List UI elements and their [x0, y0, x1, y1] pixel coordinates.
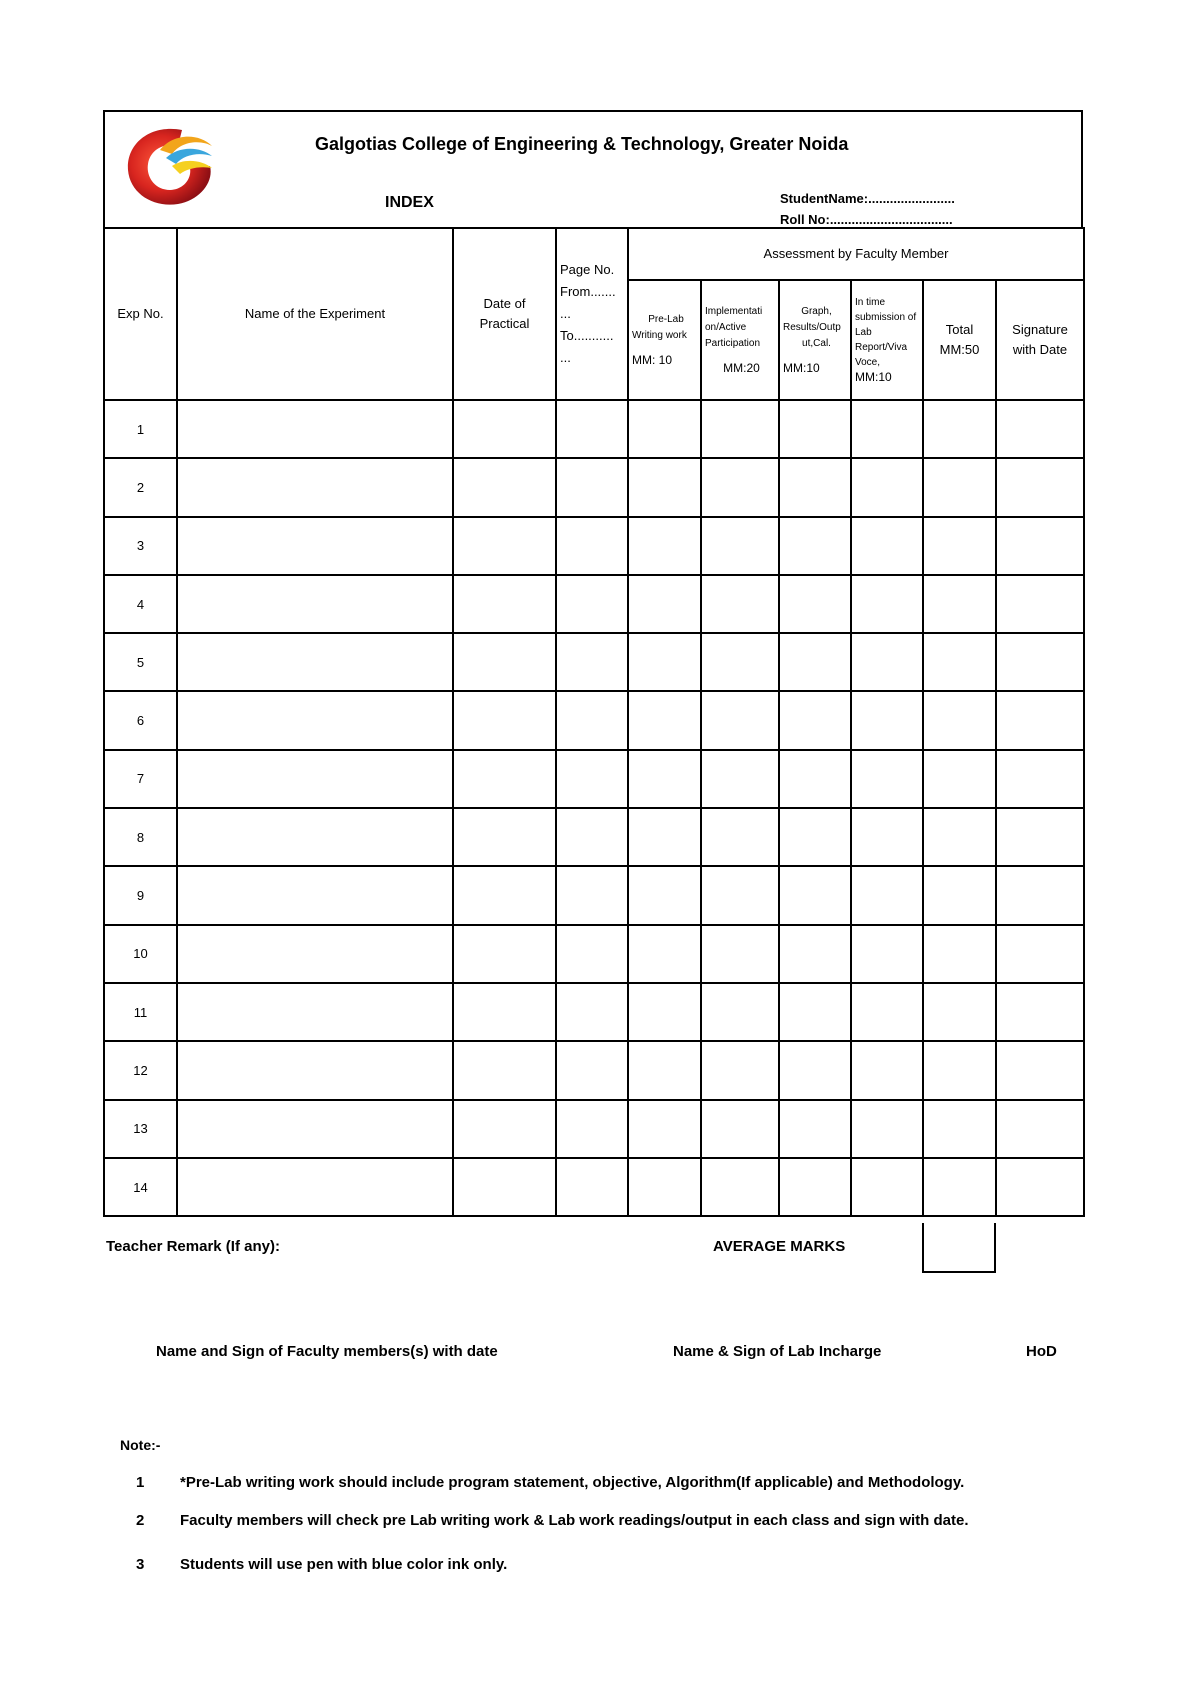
signature-cell[interactable]	[996, 1158, 1084, 1216]
prelab-cell[interactable]	[628, 808, 701, 866]
page-no-cell[interactable]	[556, 1041, 628, 1099]
signature-cell[interactable]	[996, 691, 1084, 749]
table-row	[104, 691, 1084, 749]
implementation-cell[interactable]	[701, 1158, 779, 1216]
experiment-name-cell[interactable]	[177, 750, 453, 808]
total-cell[interactable]	[923, 575, 996, 633]
graph-mm: MM:10	[783, 361, 820, 375]
graph-cell[interactable]	[779, 1100, 851, 1158]
implementation-cell[interactable]	[701, 400, 779, 458]
impl-mm: MM:20	[723, 361, 760, 375]
exp-no-cell: 13	[104, 1100, 177, 1158]
graph-cell[interactable]	[779, 458, 851, 516]
graph-line: ut,Cal.	[802, 338, 831, 349]
signature-line: with Date	[1012, 342, 1068, 357]
exp-no-cell: 12	[104, 1041, 177, 1099]
implementation-cell[interactable]	[701, 517, 779, 575]
date-cell[interactable]	[453, 400, 556, 458]
in-time-cell[interactable]	[851, 1158, 923, 1216]
page-no-cell[interactable]	[556, 575, 628, 633]
total-cell[interactable]	[923, 458, 996, 516]
total-cell[interactable]	[923, 633, 996, 691]
prelab-line: Pre-Lab	[648, 314, 684, 325]
exp-no-cell: 2	[104, 458, 177, 516]
average-marks-box[interactable]	[922, 1223, 996, 1273]
col-prelab	[628, 280, 701, 400]
student-name-field: StudentName:........................	[780, 191, 955, 206]
page-line: To...........	[560, 328, 614, 343]
exp-no-cell: 3	[104, 517, 177, 575]
exp-no-cell: 10	[104, 925, 177, 983]
date-cell[interactable]	[453, 1041, 556, 1099]
total-cell[interactable]	[923, 866, 996, 924]
signature-cell[interactable]	[996, 808, 1084, 866]
date-cell[interactable]	[453, 517, 556, 575]
total-cell[interactable]	[923, 925, 996, 983]
faculty-signature-label: Name and Sign of Faculty members(s) with date	[156, 1343, 498, 1360]
note-text: Faculty members will check pre Lab writing work & Lab work readings/output in each class and sign with date.	[180, 1512, 969, 1529]
prelab-cell[interactable]	[628, 517, 701, 575]
prelab-mm: MM: 10	[632, 353, 673, 367]
col-in-time	[851, 280, 923, 400]
page-line: From.......	[560, 284, 616, 299]
table-row	[104, 1158, 1084, 1216]
col-implementation	[701, 280, 779, 400]
prelab-cell[interactable]	[628, 575, 701, 633]
exp-no-cell: 1	[104, 400, 177, 458]
table-row	[104, 866, 1084, 924]
impl-line: Participation	[705, 338, 761, 349]
total-line: MM:50	[939, 342, 980, 357]
col-date-line1: Date of	[483, 296, 526, 311]
page-no-cell[interactable]	[556, 633, 628, 691]
signature-cell[interactable]	[996, 517, 1084, 575]
intime-line: Voce,	[855, 357, 881, 368]
exp-no-cell: 6	[104, 691, 177, 749]
college-logo	[120, 120, 220, 210]
implementation-cell[interactable]	[701, 1041, 779, 1099]
total-cell[interactable]	[923, 1158, 996, 1216]
student-info	[780, 188, 955, 230]
index-table	[103, 227, 1085, 1217]
prelab-cell[interactable]	[628, 983, 701, 1041]
graph-cell[interactable]	[779, 517, 851, 575]
prelab-cell[interactable]	[628, 691, 701, 749]
table-row	[104, 517, 1084, 575]
implementation-cell[interactable]	[701, 575, 779, 633]
graph-cell[interactable]	[779, 1041, 851, 1099]
prelab-cell[interactable]	[628, 750, 701, 808]
in-time-cell[interactable]	[851, 925, 923, 983]
in-time-cell[interactable]	[851, 983, 923, 1041]
implementation-cell[interactable]	[701, 866, 779, 924]
experiment-name-cell[interactable]	[177, 691, 453, 749]
page-no-cell[interactable]	[556, 400, 628, 458]
impl-line: Implementati	[705, 306, 763, 317]
experiment-name-cell[interactable]	[177, 517, 453, 575]
note-text: *Pre-Lab writing work should include program statement, objective, Algorithm(If applicable) and Methodology.	[180, 1474, 965, 1491]
lab-incharge-signature-label: Name & Sign of Lab Incharge	[673, 1343, 882, 1360]
in-time-cell[interactable]	[851, 808, 923, 866]
table-row	[104, 1100, 1084, 1158]
experiment-name-cell[interactable]	[177, 866, 453, 924]
roll-no-field: Roll No:..................................	[780, 212, 953, 227]
total-cell[interactable]	[923, 983, 996, 1041]
index-title: INDEX	[385, 194, 434, 211]
prelab-cell[interactable]	[628, 1100, 701, 1158]
signature-cell[interactable]	[996, 633, 1084, 691]
col-date	[453, 228, 556, 400]
experiment-name-cell[interactable]	[177, 633, 453, 691]
experiment-name-cell[interactable]	[177, 458, 453, 516]
implementation-cell[interactable]	[701, 925, 779, 983]
prelab-line: Writing work	[632, 330, 687, 341]
date-cell[interactable]	[453, 750, 556, 808]
total-cell[interactable]	[923, 808, 996, 866]
graph-cell[interactable]	[779, 808, 851, 866]
total-cell[interactable]	[923, 1041, 996, 1099]
prelab-cell[interactable]	[628, 866, 701, 924]
experiment-name-cell[interactable]	[177, 1041, 453, 1099]
graph-cell[interactable]	[779, 750, 851, 808]
page-no-cell[interactable]	[556, 866, 628, 924]
graph-cell[interactable]	[779, 866, 851, 924]
in-time-cell[interactable]	[851, 400, 923, 458]
exp-no-cell: 7	[104, 750, 177, 808]
exp-no-cell: 4	[104, 575, 177, 633]
note-text: Students will use pen with blue color ink only.	[180, 1556, 508, 1573]
page-no-cell[interactable]	[556, 1100, 628, 1158]
col-page-no	[556, 228, 628, 400]
table-row	[104, 400, 1084, 458]
implementation-cell[interactable]	[701, 458, 779, 516]
implementation-cell[interactable]	[701, 691, 779, 749]
total-cell[interactable]	[923, 1100, 996, 1158]
table-row	[104, 983, 1084, 1041]
page-no-cell[interactable]	[556, 925, 628, 983]
col-assessment: Assessment by Faculty Member	[628, 228, 1084, 280]
table-row	[104, 633, 1084, 691]
intime-line: Report/Viva	[855, 342, 908, 353]
col-date-line2: Practical	[479, 316, 530, 331]
experiment-name-cell[interactable]	[177, 1100, 453, 1158]
experiment-name-cell[interactable]	[177, 575, 453, 633]
date-cell[interactable]	[453, 575, 556, 633]
date-cell[interactable]	[453, 983, 556, 1041]
signature-cell[interactable]	[996, 750, 1084, 808]
total-cell[interactable]	[923, 750, 996, 808]
page-line: ...	[560, 306, 571, 321]
prelab-cell[interactable]	[628, 458, 701, 516]
page-no-cell[interactable]	[556, 517, 628, 575]
signature-cell[interactable]	[996, 925, 1084, 983]
prelab-cell[interactable]	[628, 1041, 701, 1099]
total-cell[interactable]	[923, 517, 996, 575]
prelab-cell[interactable]	[628, 400, 701, 458]
in-time-cell[interactable]	[851, 1100, 923, 1158]
page-no-cell[interactable]	[556, 983, 628, 1041]
implementation-cell[interactable]	[701, 808, 779, 866]
date-cell[interactable]	[453, 1158, 556, 1216]
college-name: Galgotias College of Engineering & Technology, Greater Noida	[315, 134, 849, 154]
page-no-cell[interactable]	[556, 750, 628, 808]
exp-no-cell: 11	[104, 983, 177, 1041]
date-cell[interactable]	[453, 1100, 556, 1158]
page-no-cell[interactable]	[556, 808, 628, 866]
in-time-cell[interactable]	[851, 1041, 923, 1099]
intime-line: In time	[855, 297, 886, 308]
implementation-cell[interactable]	[701, 750, 779, 808]
impl-line: on/Active	[705, 322, 747, 333]
experiment-name-cell[interactable]	[177, 983, 453, 1041]
exp-no-cell: 14	[104, 1158, 177, 1216]
signature-cell[interactable]	[996, 1100, 1084, 1158]
signature-line: Signature	[1012, 322, 1068, 337]
implementation-cell[interactable]	[701, 1100, 779, 1158]
in-time-cell[interactable]	[851, 517, 923, 575]
date-cell[interactable]	[453, 633, 556, 691]
in-time-cell[interactable]	[851, 575, 923, 633]
col-total	[923, 280, 996, 400]
experiment-name-cell[interactable]	[177, 1158, 453, 1216]
in-time-cell[interactable]	[851, 691, 923, 749]
page-line: Page No.	[560, 262, 615, 277]
page-no-cell[interactable]	[556, 458, 628, 516]
graph-cell[interactable]	[779, 925, 851, 983]
hod-signature-label: HoD	[1026, 1343, 1057, 1360]
total-cell[interactable]	[923, 691, 996, 749]
date-cell[interactable]	[453, 866, 556, 924]
implementation-cell[interactable]	[701, 633, 779, 691]
total-cell[interactable]	[923, 400, 996, 458]
experiment-name-cell[interactable]	[177, 400, 453, 458]
prelab-cell[interactable]	[628, 925, 701, 983]
date-cell[interactable]	[453, 691, 556, 749]
date-cell[interactable]	[453, 458, 556, 516]
graph-cell[interactable]	[779, 983, 851, 1041]
table-row	[104, 1041, 1084, 1099]
notes-heading: Note:-	[120, 1437, 161, 1453]
signature-cell[interactable]	[996, 1041, 1084, 1099]
intime-line: Lab	[855, 327, 872, 338]
experiment-name-cell[interactable]	[177, 925, 453, 983]
graph-cell[interactable]	[779, 691, 851, 749]
col-exp-no: Exp No.	[104, 228, 177, 400]
intime-line: submission of	[855, 312, 917, 323]
graph-cell[interactable]	[779, 633, 851, 691]
date-cell[interactable]	[453, 808, 556, 866]
in-time-cell[interactable]	[851, 866, 923, 924]
table-row	[104, 458, 1084, 516]
exp-no-cell: 8	[104, 808, 177, 866]
exp-no-cell: 9	[104, 866, 177, 924]
signature-cell[interactable]	[996, 866, 1084, 924]
exp-no-cell: 5	[104, 633, 177, 691]
graph-line: Graph,	[801, 306, 832, 317]
average-marks-label: AVERAGE MARKS	[713, 1238, 846, 1255]
signature-cell[interactable]	[996, 983, 1084, 1041]
col-graph	[779, 280, 851, 400]
in-time-cell[interactable]	[851, 633, 923, 691]
col-signature	[996, 280, 1084, 400]
experiment-name-cell[interactable]	[177, 808, 453, 866]
date-cell[interactable]	[453, 925, 556, 983]
in-time-cell[interactable]	[851, 458, 923, 516]
graph-cell[interactable]	[779, 1158, 851, 1216]
implementation-cell[interactable]	[701, 983, 779, 1041]
graph-cell[interactable]	[779, 400, 851, 458]
signature-cell[interactable]	[996, 458, 1084, 516]
table-row	[104, 808, 1084, 866]
page-no-cell[interactable]	[556, 691, 628, 749]
teacher-remark-label: Teacher Remark (If any):	[106, 1238, 280, 1255]
note-number: 1	[136, 1474, 145, 1491]
table-row	[104, 575, 1084, 633]
note-number: 2	[136, 1512, 145, 1529]
page-no-cell[interactable]	[556, 1158, 628, 1216]
col-experiment-name: Name of the Experiment	[177, 228, 453, 400]
graph-cell[interactable]	[779, 575, 851, 633]
table-row	[104, 750, 1084, 808]
note-number: 3	[136, 1556, 145, 1573]
signature-cell[interactable]	[996, 575, 1084, 633]
graph-line: Results/Outp	[783, 322, 841, 333]
prelab-cell[interactable]	[628, 1158, 701, 1216]
signature-cell[interactable]	[996, 400, 1084, 458]
in-time-cell[interactable]	[851, 750, 923, 808]
total-line: Total	[945, 322, 974, 337]
intime-mm: MM:10	[855, 370, 892, 384]
table-row	[104, 925, 1084, 983]
prelab-cell[interactable]	[628, 633, 701, 691]
page-line: ...	[560, 350, 571, 365]
